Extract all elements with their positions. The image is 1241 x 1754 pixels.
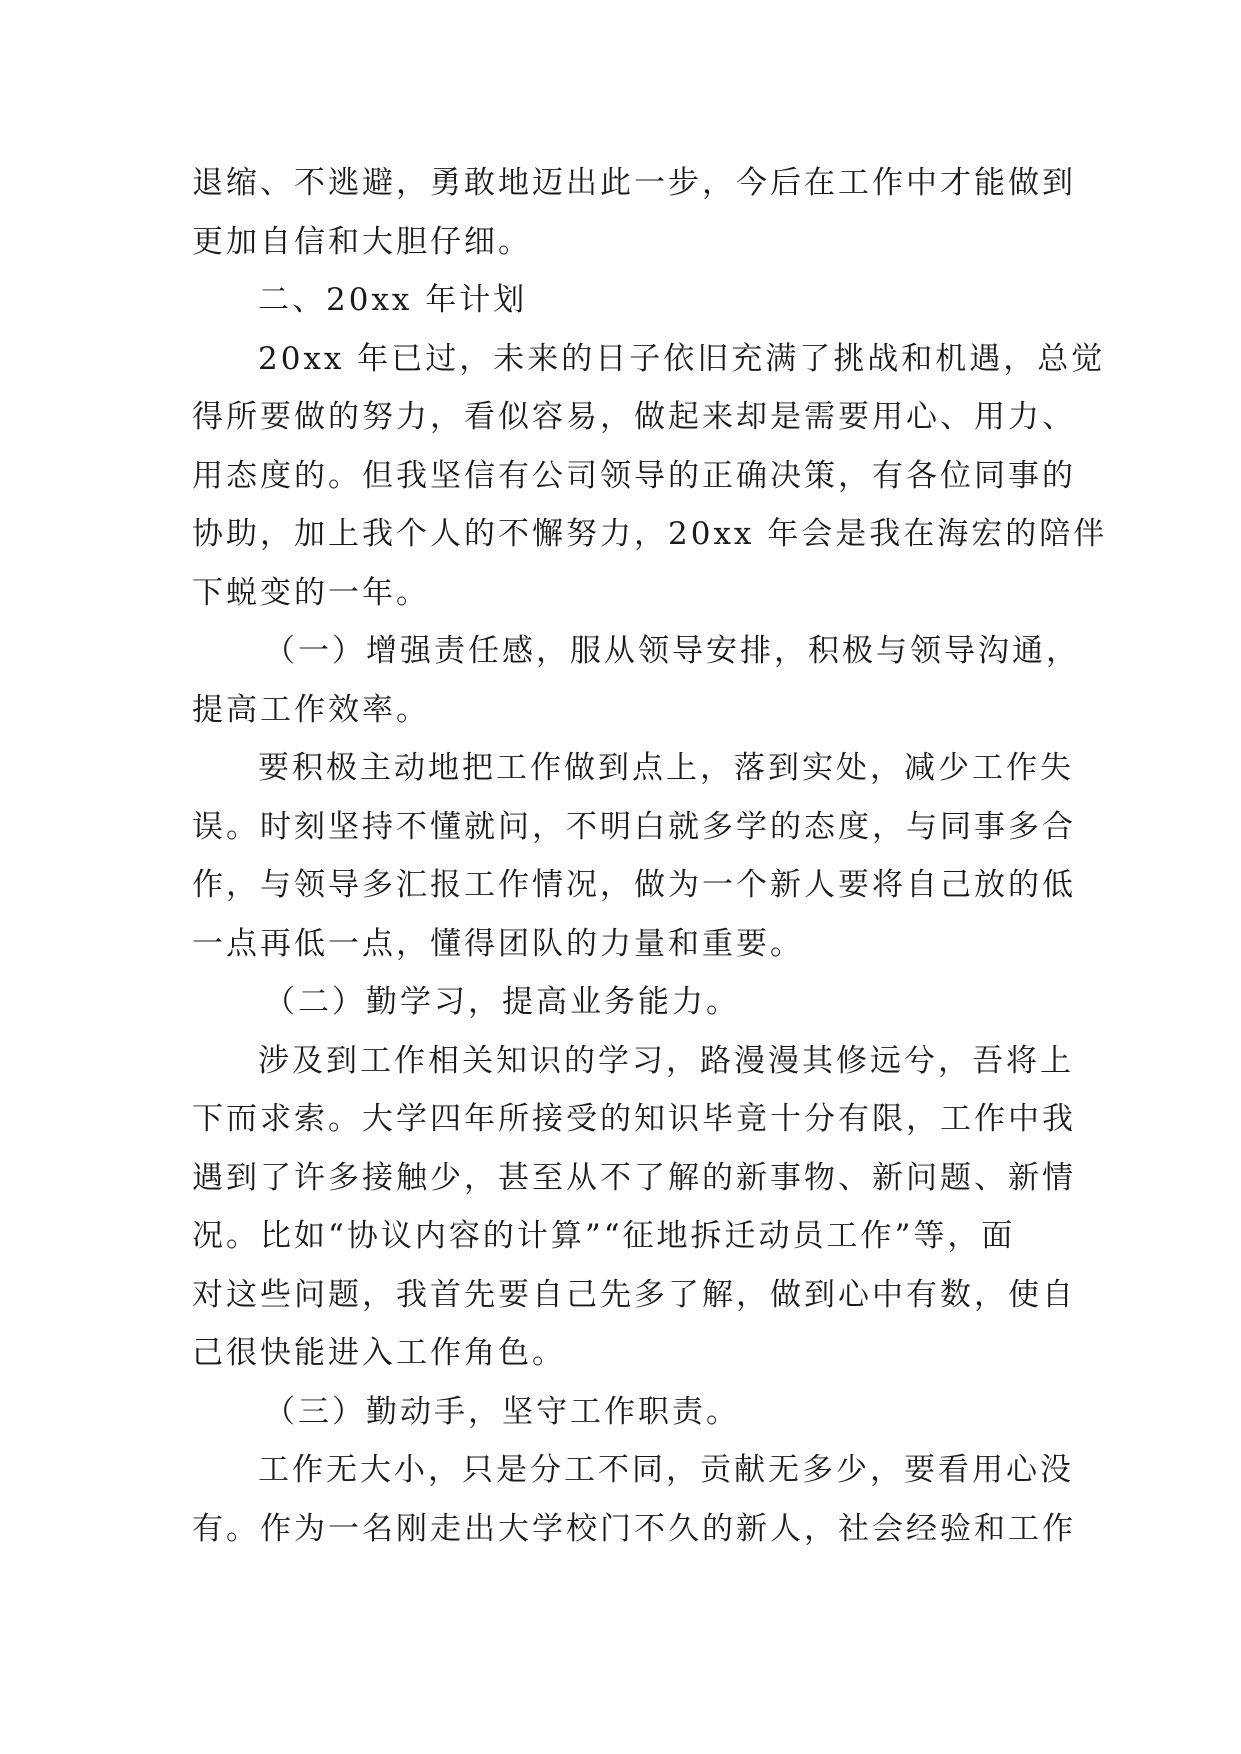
body-line: 退缩、不逃避，勇敢地迈出此一步，今后在工作中才能做到 — [192, 165, 1076, 201]
body-line: 协助，加上我个人的不懈努力，20xx 年会是我在海宏的陪伴 — [192, 516, 1108, 552]
body-line: 对这些问题，我首先要自己先多了解，做到心中有数，使自 — [192, 1276, 1076, 1313]
body-line: 况。比如“协议内容的计算”“征地拆迁动员工作”等，面 — [192, 1218, 1016, 1254]
body-line: 有。作为一名刚走出大学校门不久的新人，社会经验和工作 — [192, 1510, 1076, 1547]
body-line: 工作无大小，只是分工不同，贡献无多少，要看用心没 — [258, 1452, 1074, 1488]
body-line: 得所要做的努力，看似容易，做起来却是需要用心、用力、 — [192, 399, 1076, 435]
body-line: 用态度的。但我坚信有公司领导的正确决策，有各位同事的 — [192, 457, 1076, 494]
body-line: 误。时刻坚持不懂就问，不明白就多学的态度，与同事多合 — [192, 808, 1076, 845]
body-line: 遇到了许多接触少，甚至从不了解的新事物、新问题、新情 — [192, 1159, 1076, 1196]
body-line: 20xx 年已过，未来的日子依旧充满了挑战和机遇，总觉 — [258, 340, 1106, 377]
body-line: 提高工作效率。 — [192, 691, 430, 728]
body-line: 下而求索。大学四年所接受的知识毕竟十分有限，工作中我 — [192, 1101, 1076, 1137]
subsection-heading: （二）勤学习，提高业务能力。 — [264, 984, 740, 1020]
body-line: 己很快能进入工作角色。 — [192, 1335, 566, 1371]
subsection-heading: （一）增强责任感，服从领导安排，积极与领导沟通， — [264, 633, 1080, 669]
body-line: 要积极主动地把工作做到点上，落到实处，减少工作失 — [258, 750, 1074, 786]
body-line: 更加自信和大胆仔细。 — [192, 223, 532, 260]
section-heading: 二、20xx 年计划 — [258, 282, 528, 318]
subsection-heading: （三）勤动手，坚守工作职责。 — [264, 1393, 740, 1430]
body-line: 一点再低一点，懂得团队的力量和重要。 — [192, 925, 804, 962]
body-line: 下蜕变的一年。 — [192, 574, 430, 611]
body-line: 涉及到工作相关知识的学习，路漫漫其修远兮，吾将上 — [258, 1042, 1074, 1079]
body-line: 作，与领导多汇报工作情况，做为一个新人要将自己放的低 — [192, 867, 1076, 903]
document-body — [192, 154, 1108, 1558]
